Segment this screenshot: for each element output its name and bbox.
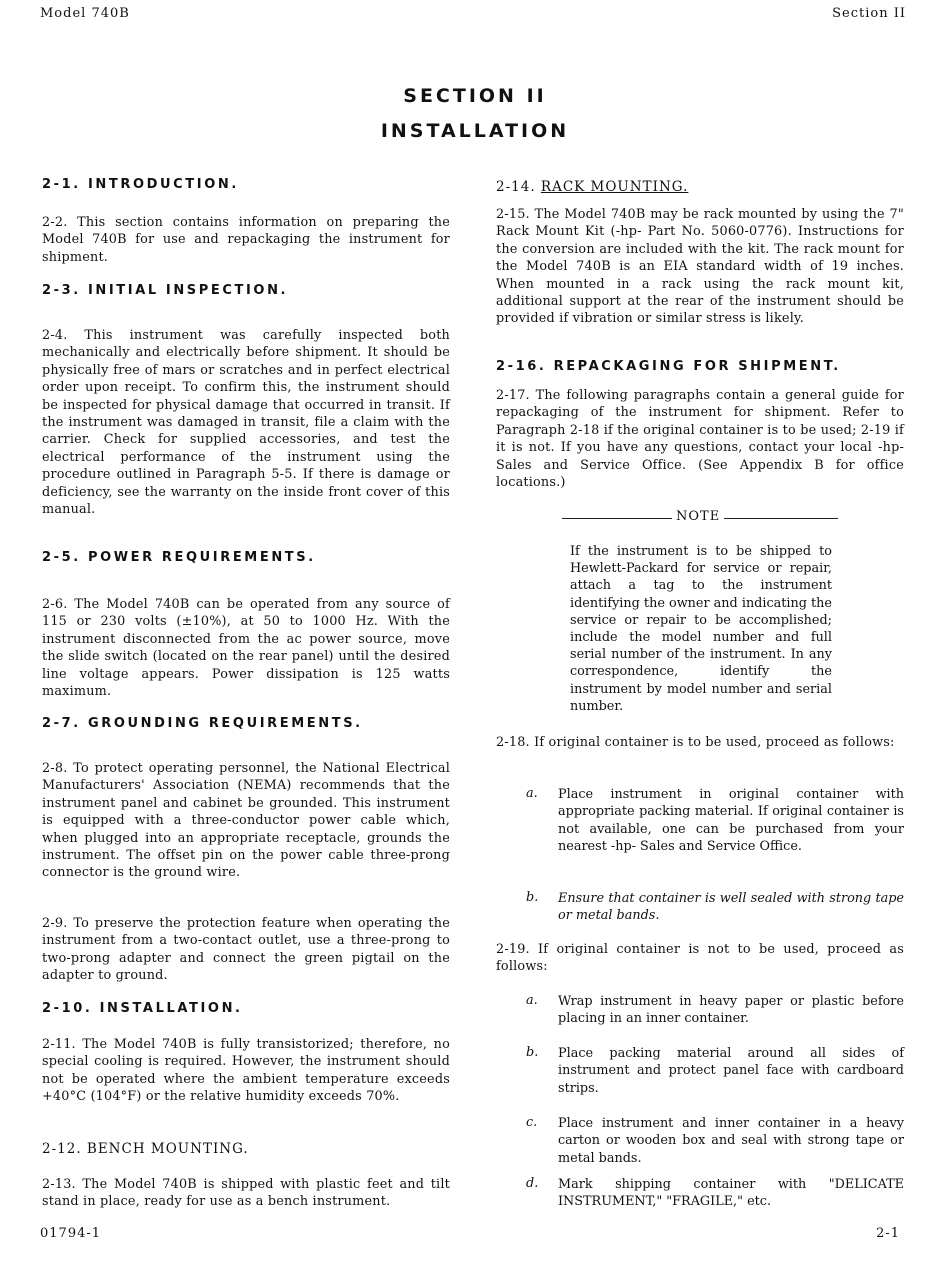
paragraph-2-13: 2-13. The Model 740B is shipped with plastic feet and tilt stand in place, ready for use as a bench instrument.	[42, 1177, 450, 1210]
list-marker: c.	[526, 1115, 538, 1130]
note-label: NOTE	[676, 509, 721, 524]
footer-part-number: 01794-1	[40, 1226, 102, 1241]
paragraph-2-6: 2-6. The Model 740B can be operated from any source of 115 or 230 volts (±10%), at 50 to 1000 Hz. With the instrument disconnected from the ac power source, move the slide switch (located on the rear panel) until the desired line voltage appears. Power dissipation is 125 watts maximum.	[42, 597, 450, 700]
heading-rack-mounting-text: RACK MOUNTING.	[540, 179, 689, 195]
footer-page-number: 2-1	[876, 1226, 900, 1241]
list-marker: d.	[526, 1176, 539, 1191]
running-header-model: Model 740B	[40, 6, 130, 21]
list-marker: a.	[526, 786, 538, 801]
running-header-section: Section II	[832, 6, 906, 21]
note-rule-right	[724, 518, 838, 519]
list-text: Place instrument and inner container in a heavy carton or wooden box and seal with strong tape or metal bands.	[558, 1116, 904, 1166]
note-rule-left	[562, 518, 672, 519]
list-marker: a.	[526, 993, 538, 1008]
paragraph-2-8: 2-8. To protect operating personnel, the National Electrical Manufacturers' Association (NEMA) recommends that the instrument panel and cabinet be grounded. This instrument is equipped with a three-conductor power cable which, when plugged into an appropriate receptacle, grounds the instrument. The offset pin on the power cable three-prong connector is the ground wire.	[42, 761, 450, 881]
heading-rack-mounting	[496, 179, 904, 195]
heading-grounding-requirements: 2-7. GROUNDING REQUIREMENTS.	[42, 716, 363, 731]
paragraph-2-2: 2-2. This section contains information on preparing the Model 740B for use and repackaging the instrument for shipment.	[42, 215, 450, 265]
heading-installation: 2-10. INSTALLATION.	[42, 1001, 243, 1016]
section-number: SECTION II	[403, 85, 547, 107]
note-text: If the instrument is to be shipped to Hewlett-Packard for service or repair, attach a tag to the instrument identifying the owner and indicating the service or repair to be accomplished; include the model number and full serial number of the instrument. In any correspondence, identify the instrument by model number and serial number.	[570, 544, 832, 714]
heading-rack-mounting-number: 2-14.	[496, 179, 536, 195]
note-header	[496, 509, 904, 529]
list-text: Mark shipping container with "DELICATE INSTRUMENT," "FRAGILE," etc.	[558, 1177, 904, 1210]
paragraph-2-18: 2-18. If original container is to be used, proceed as follows:	[496, 735, 895, 750]
paragraph-2-17: 2-17. The following paragraphs contain a general guide for repackaging of the instrument for shipment. Refer to Paragraph 2-18 if the original container is to be used; 2-19 if it is not. If you have any questions, contact your local -hp- Sales and Service Office. (See Appendix B for office locations.)	[496, 388, 904, 491]
heading-introduction: 2-1. INTRODUCTION.	[42, 177, 239, 192]
section-title: INSTALLATION	[380, 120, 570, 142]
list-text: Wrap instrument in heavy paper or plastic before placing in an inner container.	[558, 994, 904, 1027]
list-marker: b.	[526, 1045, 539, 1060]
list-text: Place packing material around all sides of instrument and protect panel face with cardboard strips.	[558, 1046, 904, 1096]
paragraph-2-9: 2-9. To preserve the protection feature when operating the instrument from a two-contact outlet, use a three-prong to two-prong adapter and connect the green pigtail on the adapter to ground.	[42, 916, 450, 984]
paragraph-2-4: 2-4. This instrument was carefully inspected both mechanically and electrically before shipment. It should be physically free of mars or scratches and in perfect electrical order upon receipt. To confirm this, the instrument should be inspected for physical damage that occurred in transit. If the instrument was damaged in transit, file a claim with the carrier. Check for supplied accessories, and test the electrical performance of the instrument using the procedure outlined in Paragraph 5-5. If there is damage or deficiency, see the warranty on the inside front cover of this manual.	[42, 328, 450, 518]
heading-repackaging: 2-16. REPACKAGING FOR SHIPMENT.	[496, 359, 841, 374]
paragraph-2-15: 2-15. The Model 740B may be rack mounted by using the 7" Rack Mount Kit (-hp- Part No. 5060-0776). Instructions for the conversion are included with the kit. The rack mount for the Model 740B is an EIA standard width of 19 inches. When mounted in a rack using the rack mount kit, additional support at the rear of the instrument should be provided if vibration or similar stress is likely.	[496, 207, 904, 327]
heading-power-requirements: 2-5. POWER REQUIREMENTS.	[42, 550, 316, 565]
list-marker: b.	[526, 890, 539, 905]
heading-initial-inspection: 2-3. INITIAL INSPECTION.	[42, 283, 289, 298]
paragraph-2-19: 2-19. If original container is not to be used, proceed as follows:	[496, 942, 904, 975]
list-text: Place instrument in original container with appropriate packing material. If original container is not available, one can be purchased from your nearest -hp- Sales and Service Office.	[558, 787, 904, 855]
paragraph-2-11: 2-11. The Model 740B is fully transistorized; therefore, no special cooling is required. However, the instrument should not be operated where the ambient temperature exceeds +40°C (104°F) or the relative humidity exceeds 70%.	[42, 1037, 450, 1105]
list-text: Ensure that container is well sealed with strong tape or metal bands.	[558, 891, 904, 924]
heading-bench-mounting: 2-12. BENCH MOUNTING.	[42, 1141, 249, 1157]
